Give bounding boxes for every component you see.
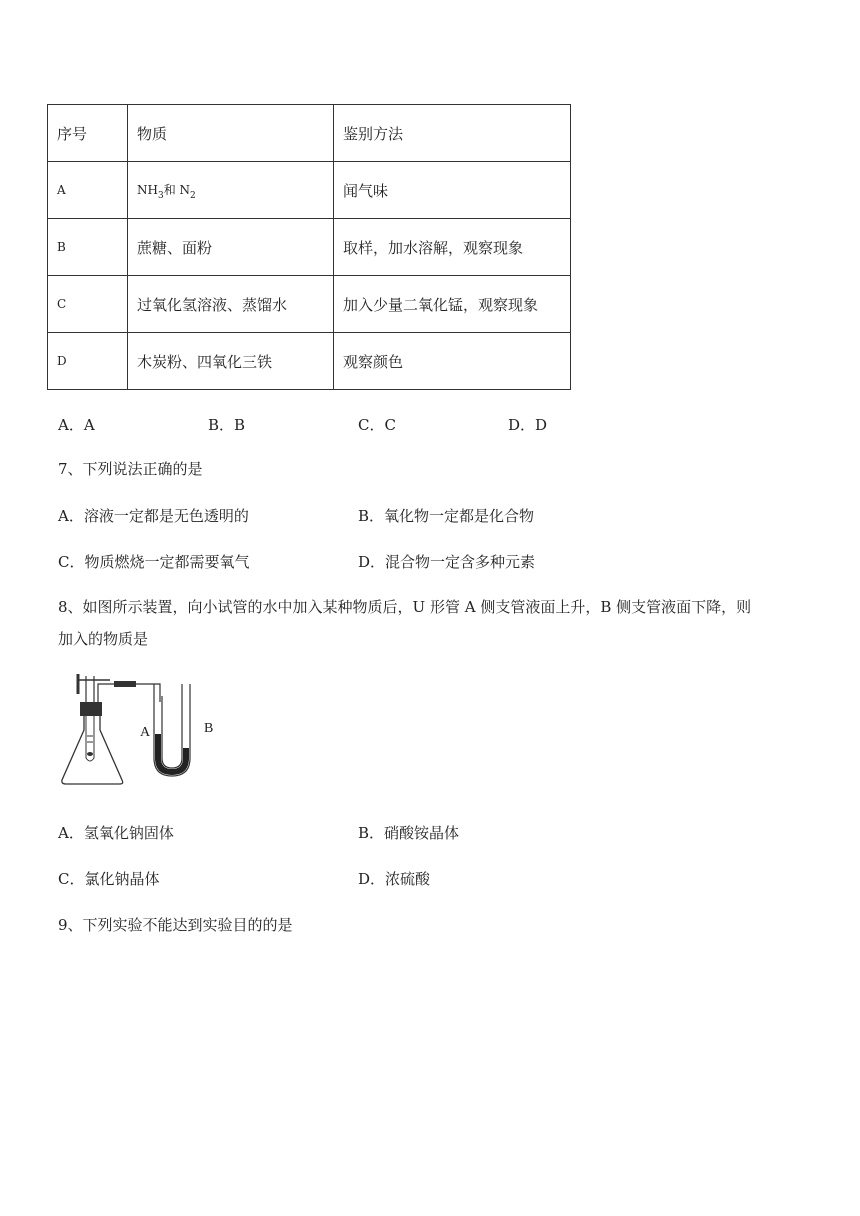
header-cell: 物质 xyxy=(128,105,334,162)
q7-stem: 7、下列说法正确的是 xyxy=(58,460,203,478)
row-id: D xyxy=(48,333,128,390)
q8-option-d[interactable]: D．浓硫酸 xyxy=(358,870,431,888)
label-a: A xyxy=(140,725,151,740)
label-b: B xyxy=(204,721,214,736)
q8-option-a[interactable]: A．氢氧化钠固体 xyxy=(58,824,174,842)
row-substance: 木炭粉、四氧化三铁 xyxy=(128,333,334,390)
row-id: B xyxy=(48,219,128,276)
q8-option-c[interactable]: C．氯化钠晶体 xyxy=(58,870,160,888)
q6-option-d[interactable]: D．D xyxy=(508,416,548,434)
q6-option-b[interactable]: B．B xyxy=(208,416,246,434)
row-method: 取样，加水溶解，观察现象 xyxy=(334,219,571,276)
row-substance: 过氧化氢溶液、蒸馏水 xyxy=(128,276,334,333)
row-method: 观察颜色 xyxy=(334,333,571,390)
header-cell: 鉴别方法 xyxy=(334,105,571,162)
q9-stem: 9、下列实验不能达到实验目的的是 xyxy=(58,916,293,934)
q7-option-a[interactable]: A．溶液一定都是无色透明的 xyxy=(58,507,249,525)
q8-option-b[interactable]: B．硝酸铵晶体 xyxy=(358,824,460,842)
q8-stem-line2: 加入的物质是 xyxy=(58,630,149,648)
q7-option-c[interactable]: C．物质燃烧一定都需要氧气 xyxy=(58,553,250,571)
q8-stem-line1: 8、如图所示装置，向小试管的水中加入某种物质后，U 形管 A 侧支管液面上升，B 侧支管液面下降，则 xyxy=(58,598,752,616)
q7-option-b[interactable]: B．氧化物一定都是化合物 xyxy=(358,507,535,525)
table-row xyxy=(48,276,571,333)
row-id: C xyxy=(48,276,128,333)
q6-option-a[interactable]: A．A xyxy=(58,416,95,434)
q7-option-d[interactable]: D．混合物一定含多种元素 xyxy=(358,553,536,571)
table-row xyxy=(48,162,571,219)
table-row xyxy=(48,333,571,390)
row-substance: 蔗糖、面粉 xyxy=(128,219,334,276)
row-method: 加入少量二氧化锰，观察现象 xyxy=(334,276,571,333)
header-cell: 序号 xyxy=(48,105,128,162)
table-row xyxy=(48,219,571,276)
q6-option-c[interactable]: C．C xyxy=(358,416,396,434)
row-id: A xyxy=(48,162,128,219)
row-method: 闻气味 xyxy=(334,162,571,219)
table-header-row xyxy=(48,105,571,162)
substance-identification-table xyxy=(47,104,571,390)
row-substance: $NH_3$和 $N_2$ xyxy=(128,162,334,219)
flask-u-tube-apparatus-figure xyxy=(58,672,226,790)
